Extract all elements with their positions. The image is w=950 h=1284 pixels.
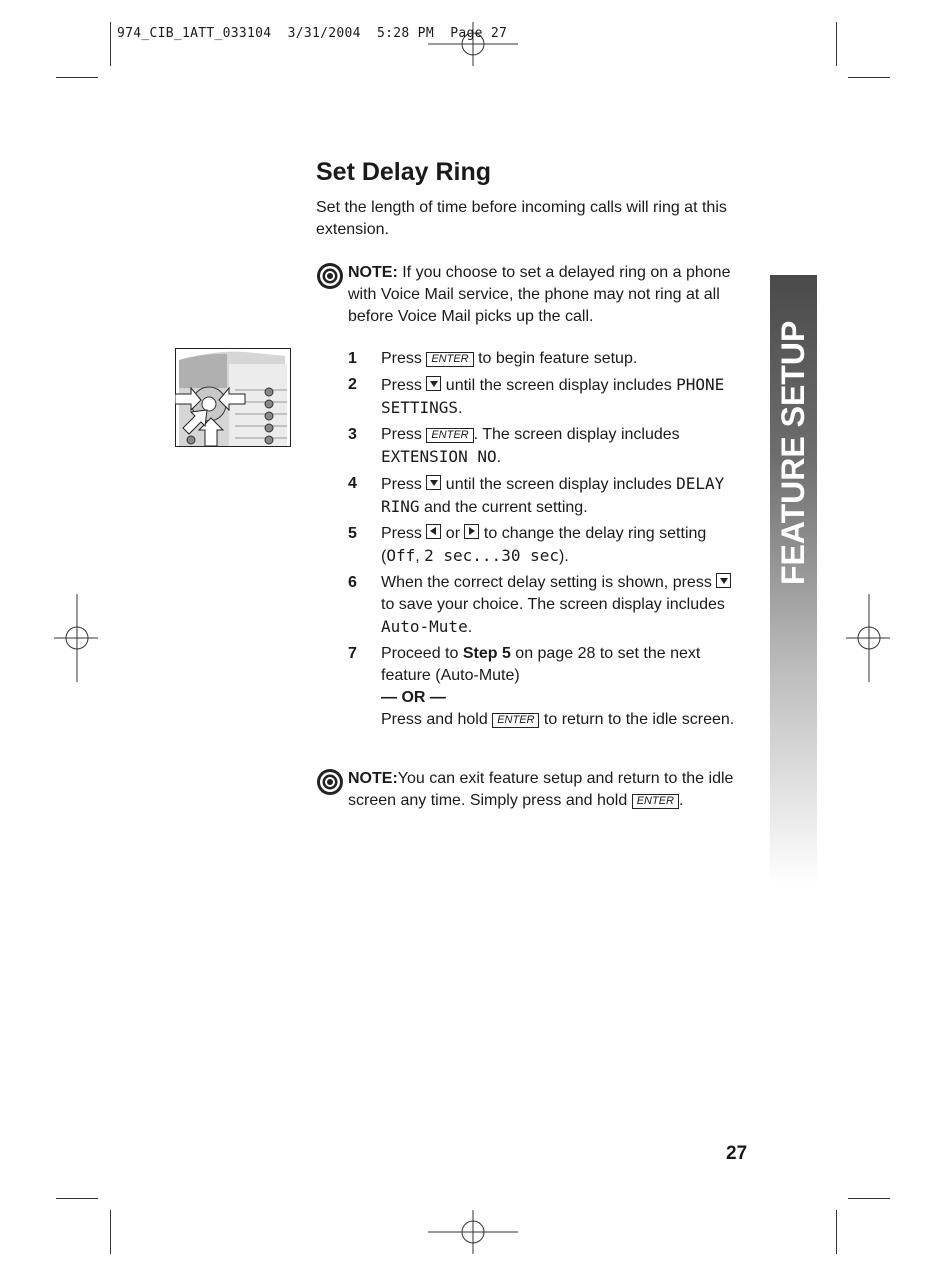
step-text: ,	[415, 548, 425, 565]
note-label: NOTE:	[348, 770, 398, 787]
crop-mark	[836, 1210, 837, 1254]
note-target-icon	[316, 768, 344, 796]
crop-mark	[836, 22, 837, 66]
step-text: on page 28 to set the next feature (Auto-Mute)	[381, 645, 701, 684]
down-arrow-key-icon	[716, 573, 731, 588]
crop-mark	[56, 77, 98, 78]
note-text: You can exit feature setup and return to the idle screen any time. Simply press and hold	[348, 770, 734, 809]
step-number: 7	[348, 645, 357, 662]
step-text: ).	[558, 548, 569, 565]
left-arrow-key-icon	[426, 524, 441, 539]
phone-keypad-illustration	[175, 348, 291, 447]
print-slug: 974_CIB_1ATT_033104 3/31/2004 5:28 PM Page 27	[117, 26, 508, 41]
screen-text: EXTENSION NO	[381, 447, 497, 466]
step-number: 4	[348, 475, 357, 492]
note-exit-setup	[316, 768, 756, 812]
section-side-tab	[770, 275, 817, 885]
page-number: 27	[726, 1143, 748, 1164]
or-divider: — OR —	[381, 689, 446, 706]
screen-text: PHONE SETTINGS	[381, 375, 725, 417]
crop-mark	[848, 77, 890, 78]
step-text: When the correct delay setting is shown, press	[381, 574, 717, 591]
crop-mark	[110, 22, 111, 66]
note-text: .	[678, 792, 684, 809]
step-text: to change the delay ring setting (	[381, 525, 707, 565]
step-text: or	[441, 525, 465, 542]
step-text: until the screen display includes	[441, 377, 677, 394]
screen-text: Auto-Mute	[381, 617, 468, 636]
page-title: Set Delay Ring	[316, 158, 492, 186]
step-text: to return to the idle screen.	[539, 711, 735, 728]
step-text: Press and hold	[381, 711, 493, 728]
note-text: If you choose to set a delayed ring on a phone with Voice Mail service, the phone may not ring at all before Voice Mail picks up the call.	[348, 264, 731, 325]
screen-text: Off	[386, 546, 416, 565]
enter-key-icon: ENTER	[492, 713, 539, 728]
section-tab-label: FEATURE SETUP	[775, 320, 811, 585]
step-text: to save your choice. The screen display includes	[381, 596, 725, 613]
step-7	[348, 643, 748, 731]
step-3	[348, 424, 748, 469]
step-number: 5	[348, 525, 357, 542]
step-5	[348, 523, 748, 568]
step-number: 3	[348, 426, 357, 443]
step-text: Proceed to	[381, 645, 463, 662]
step-text: .	[458, 400, 463, 417]
note-target-icon	[316, 262, 344, 290]
enter-key-icon: ENTER	[632, 794, 679, 809]
step-text: .	[496, 449, 502, 466]
crop-mark	[110, 1210, 111, 1254]
registration-mark-bottom	[428, 1188, 518, 1278]
right-arrow-key-icon	[464, 524, 479, 539]
step-1	[348, 348, 748, 370]
steps-list	[348, 348, 748, 735]
registration-mark-right	[824, 594, 914, 684]
step-reference: Step 5	[462, 645, 511, 662]
screen-text: DELAY RING	[381, 474, 725, 516]
step-6	[348, 572, 748, 639]
crop-mark	[56, 1198, 98, 1199]
step-text: Press	[381, 525, 427, 542]
step-text: Press	[381, 377, 427, 394]
crop-mark	[848, 1198, 890, 1199]
down-arrow-key-icon	[426, 475, 441, 490]
registration-mark-left	[32, 594, 122, 684]
down-arrow-key-icon	[426, 376, 441, 391]
step-text: to begin feature setup.	[473, 350, 638, 367]
intro-text: Set the length of time before incoming calls will ring at this extension.	[316, 199, 727, 238]
step-number: 1	[348, 350, 357, 367]
enter-key-icon: ENTER	[426, 352, 473, 367]
enter-key-icon: ENTER	[426, 428, 473, 443]
registration-mark-top	[428, 0, 518, 90]
step-text: Press	[381, 426, 427, 443]
step-text: and the current setting.	[419, 499, 588, 516]
screen-text: 2 sec...30 sec	[424, 546, 559, 565]
step-text: Press	[381, 350, 427, 367]
step-number: 6	[348, 574, 357, 591]
step-text: Press	[381, 476, 427, 493]
step-text: until the screen display includes	[441, 476, 677, 493]
step-text: .	[467, 619, 473, 636]
step-number: 2	[348, 376, 357, 393]
step-2	[348, 374, 748, 420]
note-delay-ring	[316, 262, 756, 328]
note-label: NOTE:	[348, 264, 398, 281]
step-text: . The screen display includes	[473, 426, 680, 443]
step-4	[348, 473, 748, 519]
